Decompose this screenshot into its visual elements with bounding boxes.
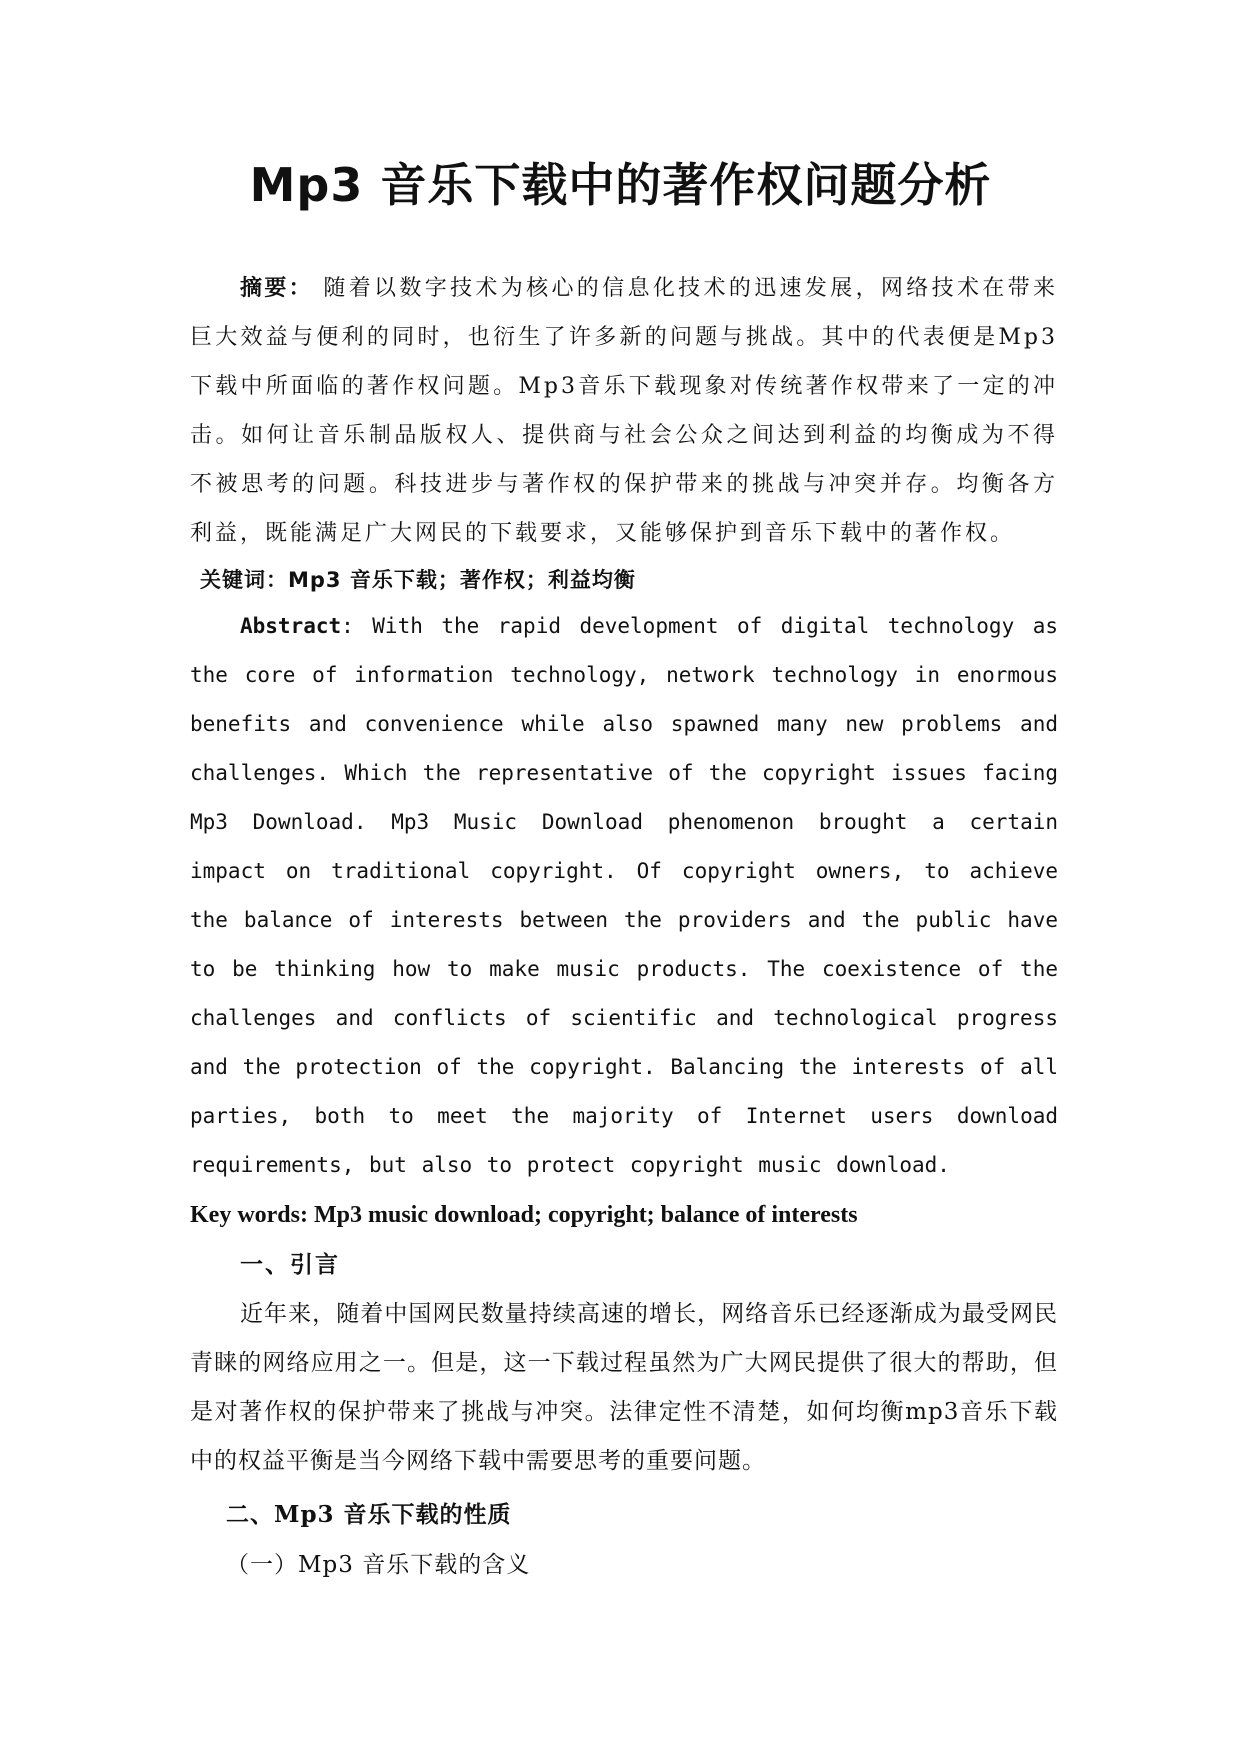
section-2-heading: 二、Mp3 音乐下载的性质 <box>226 1501 512 1528</box>
abstract-cn-label: 摘要： <box>240 276 314 301</box>
section-1-heading: 一、引言 <box>240 1251 340 1278</box>
abstract-en <box>190 602 1058 1190</box>
abstract-cn <box>190 264 1058 558</box>
section-2-subheading: （一）Mp3 音乐下载的含义 <box>226 1552 531 1578</box>
abstract-en-label: Abstract <box>240 614 342 638</box>
abstract-cn-text: 随着以数字技术为核心的信息化技术的迅速发展，网络技术在带来巨大效益与便利的同时，也衍生了许多新的问题与挑战。其中的代表便是Mp3下载中所面临的著作权问题。Mp3音乐下载现象对传统著作权带来了一定的冲击。如何让音乐制品版权人、提供商与社会公众之间达到利益的均衡成为不得不被思考的问题。科技进步与著作权的保护带来的挑战与冲突并存。均衡各方利益，既能满足广大网民的下载要求，又能够保护到音乐下载中的著作权。 <box>190 276 1058 546</box>
keywords-cn: 关键词：Mp3 音乐下载；著作权；利益均衡 <box>200 568 636 592</box>
section-1-text: 近年来，随着中国网民数量持续高速的增长，网络音乐已经逐渐成为最受网民青睐的网络应用之一。但是，这一下载过程虽然为广大网民提供了很大的帮助，但是对著作权的保护带来了挑战与冲突。法律定性不清楚，如何均衡mp3音乐下载中的权益平衡是当今网络下载中需要思考的重要问题。 <box>190 1301 1058 1474</box>
paper-body <box>190 264 1058 1590</box>
keywords-en: Key words: Mp3 music download; copyright; balance of interests <box>190 1202 858 1228</box>
abstract-en-text: : With the rapid development of digital technology as the core of information technology, network technology in enormous benefits and convenience while also spawned many new problems and challenges. Which the representative of the copyright issues facing Mp3 Download. Mp3 Music Download phenomenon brought a certain impact on traditional copyright. Of copyright owners, to achieve the balance of interests between the providers and the public have to be thinking how to make music products. The coexistence of the challenges and conflicts of scientific and technological progress and the protection of the copyright. Balancing the interests of all parties, both to meet the majority of Internet users download requirements, but also to protect copyright music download. <box>190 614 1058 1177</box>
paper-title: Mp3 音乐下载中的著作权问题分析 <box>249 158 992 212</box>
